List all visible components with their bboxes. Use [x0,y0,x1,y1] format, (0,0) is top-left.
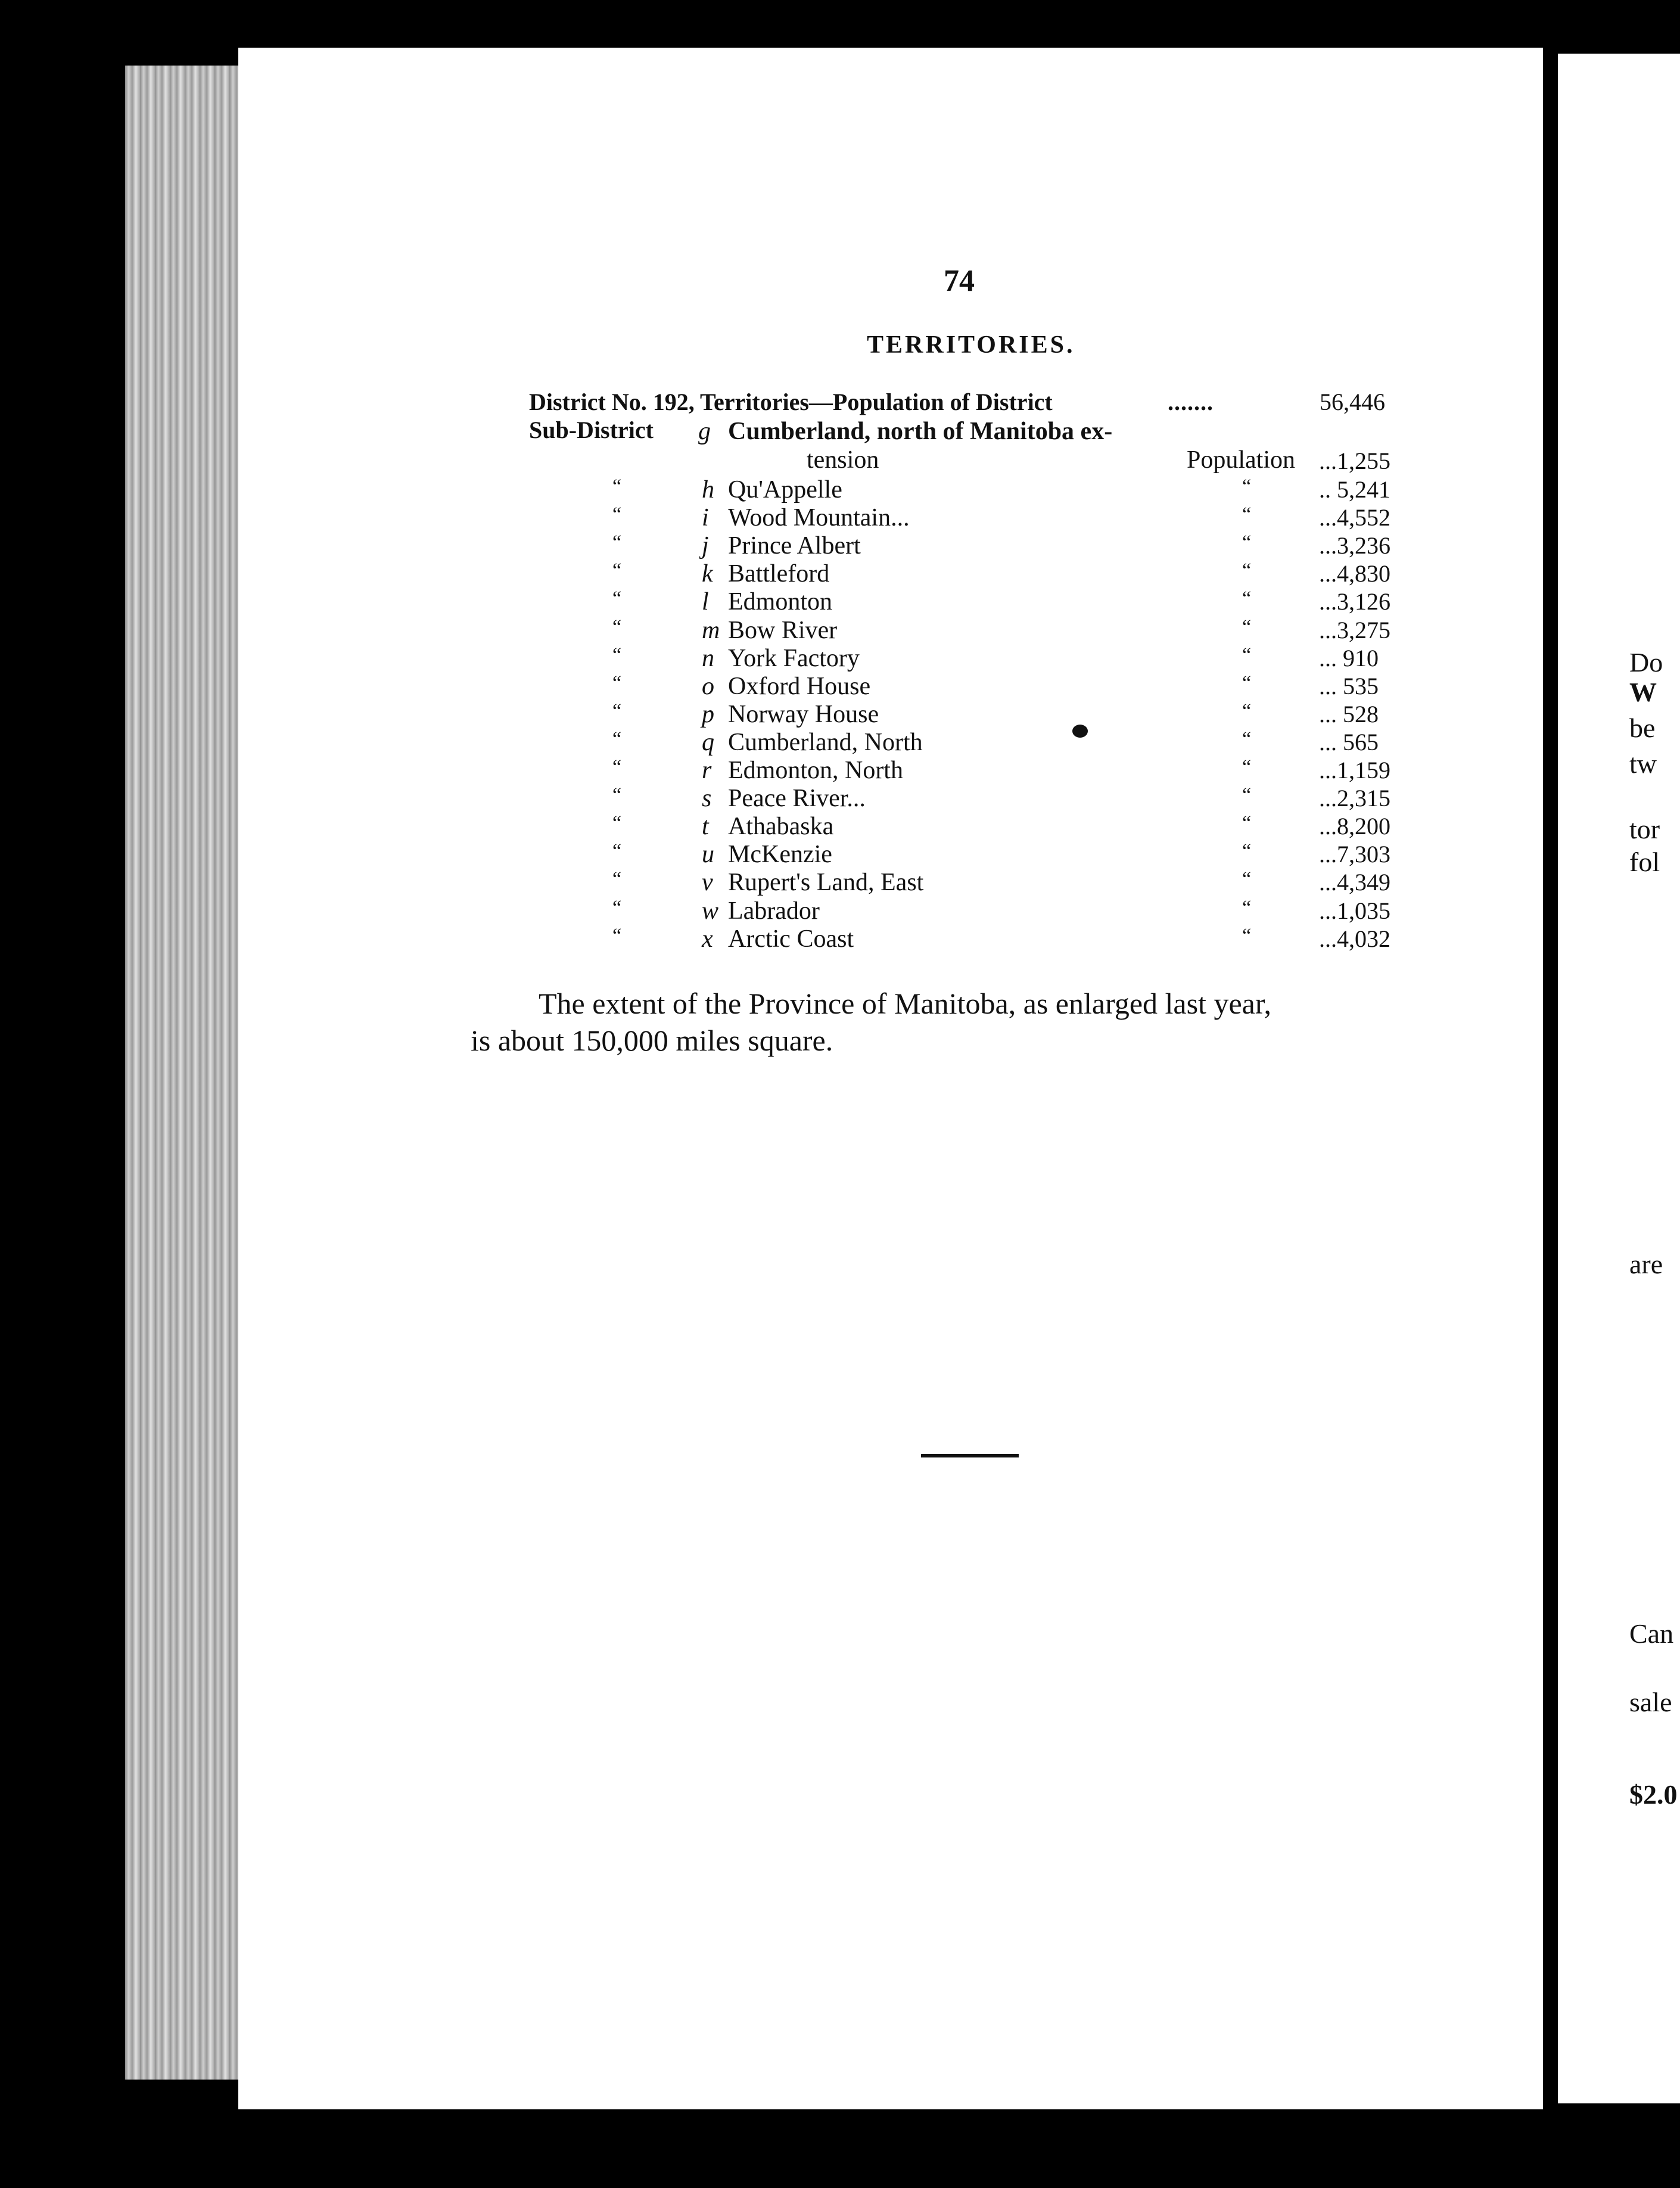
subdistrict-population: ...1,035 [1319,897,1390,924]
closing-rule [921,1454,1019,1457]
subdistrict-name-line2: tension [807,446,879,474]
ditto-mark: “ [612,840,622,862]
ditto-mark: “ [612,532,622,554]
ditto-mark: “ [612,812,622,834]
ditto-mark: “ [612,897,622,919]
ditto-mark: “ [1242,504,1252,526]
ditto-mark: “ [1242,616,1252,638]
subdistrict-population: ... 910 [1319,645,1379,672]
right-page-fragment: sale [1629,1687,1672,1717]
ditto-mark: “ [1242,868,1252,890]
ink-blot [1072,725,1088,738]
subdistrict-name: Arctic Coast [728,925,854,953]
subdistrict-population: ...3,236 [1319,532,1390,559]
ditto-mark: “ [612,868,622,890]
population-column-label: Population [1187,446,1296,474]
ditto-mark: “ [1242,897,1252,919]
ditto-mark: “ [1242,756,1252,778]
right-page-fragment: W [1629,677,1657,707]
ditto-mark: “ [612,672,622,694]
ditto-mark: “ [1242,532,1252,554]
right-page-fragment: Do [1629,647,1663,677]
subdistrict-name: Qu'Appelle [728,476,842,504]
subdistrict-letter: v [702,869,713,896]
subdistrict-label: Sub-District [529,417,654,443]
subdistrict-population: ...2,315 [1319,785,1390,812]
subdistrict-population: ...4,830 [1319,560,1390,587]
ditto-mark: “ [612,475,622,498]
subdistrict-letter: x [702,925,713,953]
subdistrict-letter: l [702,588,709,616]
subdistrict-name: Norway House [728,701,879,728]
subdistrict-letter: k [702,560,713,588]
subdistrict-population: ...3,126 [1319,588,1390,615]
book-spine-edge [125,66,244,2080]
ditto-mark: “ [612,756,622,778]
ditto-mark: “ [1242,700,1252,722]
ditto-mark: “ [1242,840,1252,862]
ditto-mark: “ [612,784,622,806]
ditto-mark: “ [612,616,622,638]
district-leader: ....... [1168,389,1214,415]
subdistrict-name: Prince Albert [728,532,861,560]
note-line-2: is about 150,000 miles square. [471,1024,833,1057]
ditto-mark: “ [1242,728,1252,750]
subdistrict-name: Wood Mountain... [728,504,910,532]
subdistrict-name: Athabaska [728,813,834,840]
subdistrict-letter: s [702,785,712,812]
subdistrict-letter: w [702,897,719,925]
subdistrict-letter: o [702,673,714,700]
ditto-mark: “ [1242,475,1252,498]
right-page-fragment: tw [1629,748,1657,779]
right-page-fragment: fol [1629,847,1660,877]
subdistrict-name: Edmonton [728,588,832,616]
subdistrict-name: Rupert's Land, East [728,869,924,896]
subdistrict-letter: m [702,617,720,644]
subdistrict-letter: q [702,729,714,756]
subdistrict-name: Peace River... [728,785,866,812]
subdistrict-letter: t [702,813,709,840]
right-page-fragment: are [1629,1249,1663,1279]
right-page-fragment: Can [1629,1618,1674,1649]
ditto-mark: “ [1242,560,1252,582]
ditto-mark: “ [612,925,622,947]
subdistrict-letter: n [702,645,714,672]
subdistrict-population: ... 528 [1319,701,1379,728]
right-page-fragment: be [1629,713,1656,743]
ditto-mark: “ [1242,812,1252,834]
ditto-mark: “ [1242,644,1252,666]
subdistrict-population: ...3,275 [1319,617,1390,644]
ditto-mark: “ [1242,925,1252,947]
subdistrict-letter: i [702,504,709,532]
ditto-mark: “ [612,644,622,666]
subdistrict-letter: g [698,418,711,445]
subdistrict-name: McKenzie [728,841,832,868]
subdistrict-letter: h [702,476,714,504]
subdistrict-population: ...4,552 [1319,504,1390,531]
right-page-fragment: tor [1629,814,1660,844]
note-line-1: The extent of the Province of Manitoba, as enlarged last year, [539,987,1271,1020]
subdistrict-population: ...4,032 [1319,925,1390,952]
subdistrict-population: ...1,159 [1319,757,1390,784]
ditto-mark: “ [612,560,622,582]
subdistrict-name: Bow River [728,617,838,644]
subdistrict-name: Battleford [728,560,830,588]
ditto-mark: “ [612,504,622,526]
subdistrict-name: Oxford House [728,673,871,700]
subdistrict-name-line1: Cumberland, north of Manitoba ex- [728,418,1113,445]
subdistrict-population: .. 5,241 [1319,476,1390,503]
ditto-mark: “ [612,588,622,610]
section-title: TERRITORIES. [867,331,1075,359]
subdistrict-population: ... 565 [1319,729,1379,756]
subdistrict-population: ...7,303 [1319,841,1390,868]
page-number: 74 [944,264,975,298]
subdistrict-letter: r [702,757,712,784]
subdistrict-letter: p [702,701,714,728]
ditto-mark: “ [612,700,622,722]
subdistrict-population: ...4,349 [1319,869,1390,896]
subdistrict-name: Labrador [728,897,820,925]
ditto-mark: “ [612,728,622,750]
subdistrict-name: York Factory [728,645,860,672]
district-population: 56,446 [1320,389,1385,415]
ditto-mark: “ [1242,588,1252,610]
subdistrict-letter: j [702,532,709,560]
ditto-mark: “ [1242,784,1252,806]
subdistrict-population: ...8,200 [1319,813,1390,840]
subdistrict-population: ... 535 [1319,673,1379,700]
right-page-fragment: $2.0 [1629,1779,1678,1810]
district-label: District No. 192, Territories—Population of District [529,389,1053,415]
subdistrict-population: ...1,255 [1319,447,1390,474]
ditto-mark: “ [1242,672,1252,694]
subdistrict-letter: u [702,841,714,868]
subdistrict-name: Edmonton, North [728,757,903,784]
subdistrict-name: Cumberland, North [728,729,923,756]
